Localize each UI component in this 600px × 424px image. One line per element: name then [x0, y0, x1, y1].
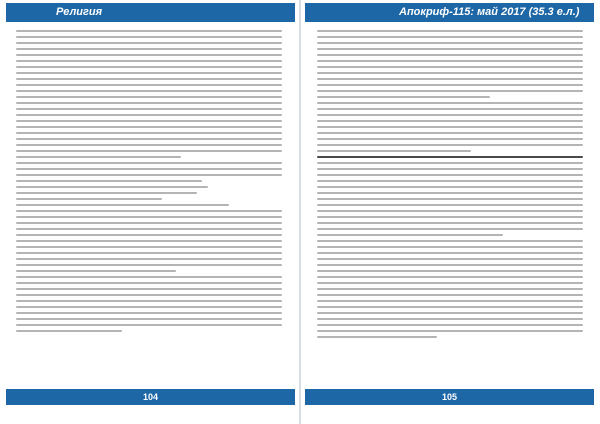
text-line: [317, 126, 583, 128]
text-line: [16, 210, 282, 212]
text-line: [16, 222, 282, 224]
text-line: [317, 120, 583, 122]
text-line: [317, 132, 583, 134]
text-line: [16, 102, 282, 104]
text-line: [16, 84, 282, 86]
text-line: [317, 270, 583, 272]
text-line: [16, 180, 202, 182]
text-line: [317, 264, 583, 266]
text-line: [16, 174, 282, 176]
text-line: [317, 30, 583, 32]
text-line: [16, 306, 282, 308]
text-line: [317, 72, 583, 74]
text-line: [317, 114, 583, 116]
text-line: [16, 228, 282, 230]
text-line: [317, 60, 583, 62]
text-line: [317, 162, 583, 164]
text-line: [16, 60, 282, 62]
text-line: [16, 312, 282, 314]
text-line: [317, 240, 583, 242]
left-page: [0, 0, 299, 424]
text-line: [317, 102, 583, 104]
text-line: [16, 90, 282, 92]
text-line: [16, 168, 282, 170]
right-page-header: [305, 3, 594, 22]
left-page-title: Религия: [56, 6, 103, 18]
text-line: [317, 192, 583, 194]
text-line: [317, 300, 583, 302]
text-line: [317, 222, 583, 224]
text-line: [317, 108, 583, 110]
text-line: [317, 252, 583, 254]
text-line: [317, 42, 583, 44]
text-line: [317, 90, 583, 92]
right-page-number: 105: [441, 392, 458, 402]
right-page-footer: [305, 389, 594, 405]
text-line: [16, 132, 282, 134]
text-line: [317, 138, 583, 140]
text-line: [317, 216, 583, 218]
text-line: [317, 258, 583, 260]
text-line: [16, 270, 176, 272]
text-line: [16, 54, 282, 56]
text-line: [317, 156, 583, 158]
text-line: [317, 78, 583, 80]
text-line: [16, 144, 282, 146]
text-line: [317, 312, 583, 314]
text-line: [16, 42, 282, 44]
text-line: [16, 66, 282, 68]
text-line: [16, 36, 282, 38]
text-line: [317, 84, 583, 86]
text-line: [16, 198, 162, 200]
text-line: [317, 174, 583, 176]
left-page-body-text: [16, 30, 282, 384]
text-line: [16, 258, 282, 260]
text-line: [16, 204, 229, 206]
text-line: [317, 324, 583, 326]
text-line: [317, 282, 583, 284]
text-line: [16, 96, 282, 98]
text-line: [317, 204, 583, 206]
text-line: [317, 198, 583, 200]
text-line: [16, 48, 282, 50]
text-line: [317, 168, 583, 170]
text-line: [317, 306, 583, 308]
text-line: [16, 216, 282, 218]
text-line: [317, 48, 583, 50]
text-line: [16, 318, 282, 320]
text-line: [16, 192, 197, 194]
text-line: [16, 120, 282, 122]
text-line: [16, 276, 282, 278]
text-line: [16, 30, 282, 32]
text-line: [16, 150, 282, 152]
text-line: [16, 294, 282, 296]
text-line: [317, 234, 503, 236]
text-line: [16, 264, 282, 266]
left-page-header: [6, 3, 295, 22]
text-line: [317, 246, 583, 248]
text-line: [16, 114, 282, 116]
text-line: [317, 180, 583, 182]
text-line: [16, 186, 208, 188]
text-line: [317, 318, 583, 320]
text-line: [16, 252, 282, 254]
right-page-title: Апокриф-115: май 2017 (35.3 е.л.): [399, 6, 580, 18]
text-line: [317, 228, 583, 230]
text-line: [16, 138, 282, 140]
text-line: [317, 66, 583, 68]
text-line: [317, 150, 471, 152]
text-line: [317, 336, 437, 338]
text-line: [16, 78, 282, 80]
text-line: [317, 288, 583, 290]
text-line: [317, 276, 583, 278]
text-line: [16, 234, 282, 236]
text-line: [16, 240, 282, 242]
text-line: [16, 282, 282, 284]
text-line: [16, 330, 122, 332]
right-page: [301, 0, 600, 424]
text-line: [317, 294, 583, 296]
text-line: [16, 246, 282, 248]
text-line: [16, 300, 282, 302]
text-line: [317, 210, 583, 212]
text-line: [317, 186, 583, 188]
text-line: [317, 54, 583, 56]
text-line: [16, 162, 282, 164]
text-line: [317, 144, 583, 146]
text-line: [317, 330, 583, 332]
text-line: [16, 108, 282, 110]
text-line: [16, 156, 181, 158]
right-page-body-text: [317, 30, 583, 384]
text-line: [317, 36, 583, 38]
text-line: [16, 126, 282, 128]
left-page-number: 104: [142, 392, 159, 402]
text-line: [16, 288, 282, 290]
text-line: [16, 324, 282, 326]
left-page-footer: [6, 389, 295, 405]
text-line: [317, 96, 490, 98]
text-line: [16, 72, 282, 74]
